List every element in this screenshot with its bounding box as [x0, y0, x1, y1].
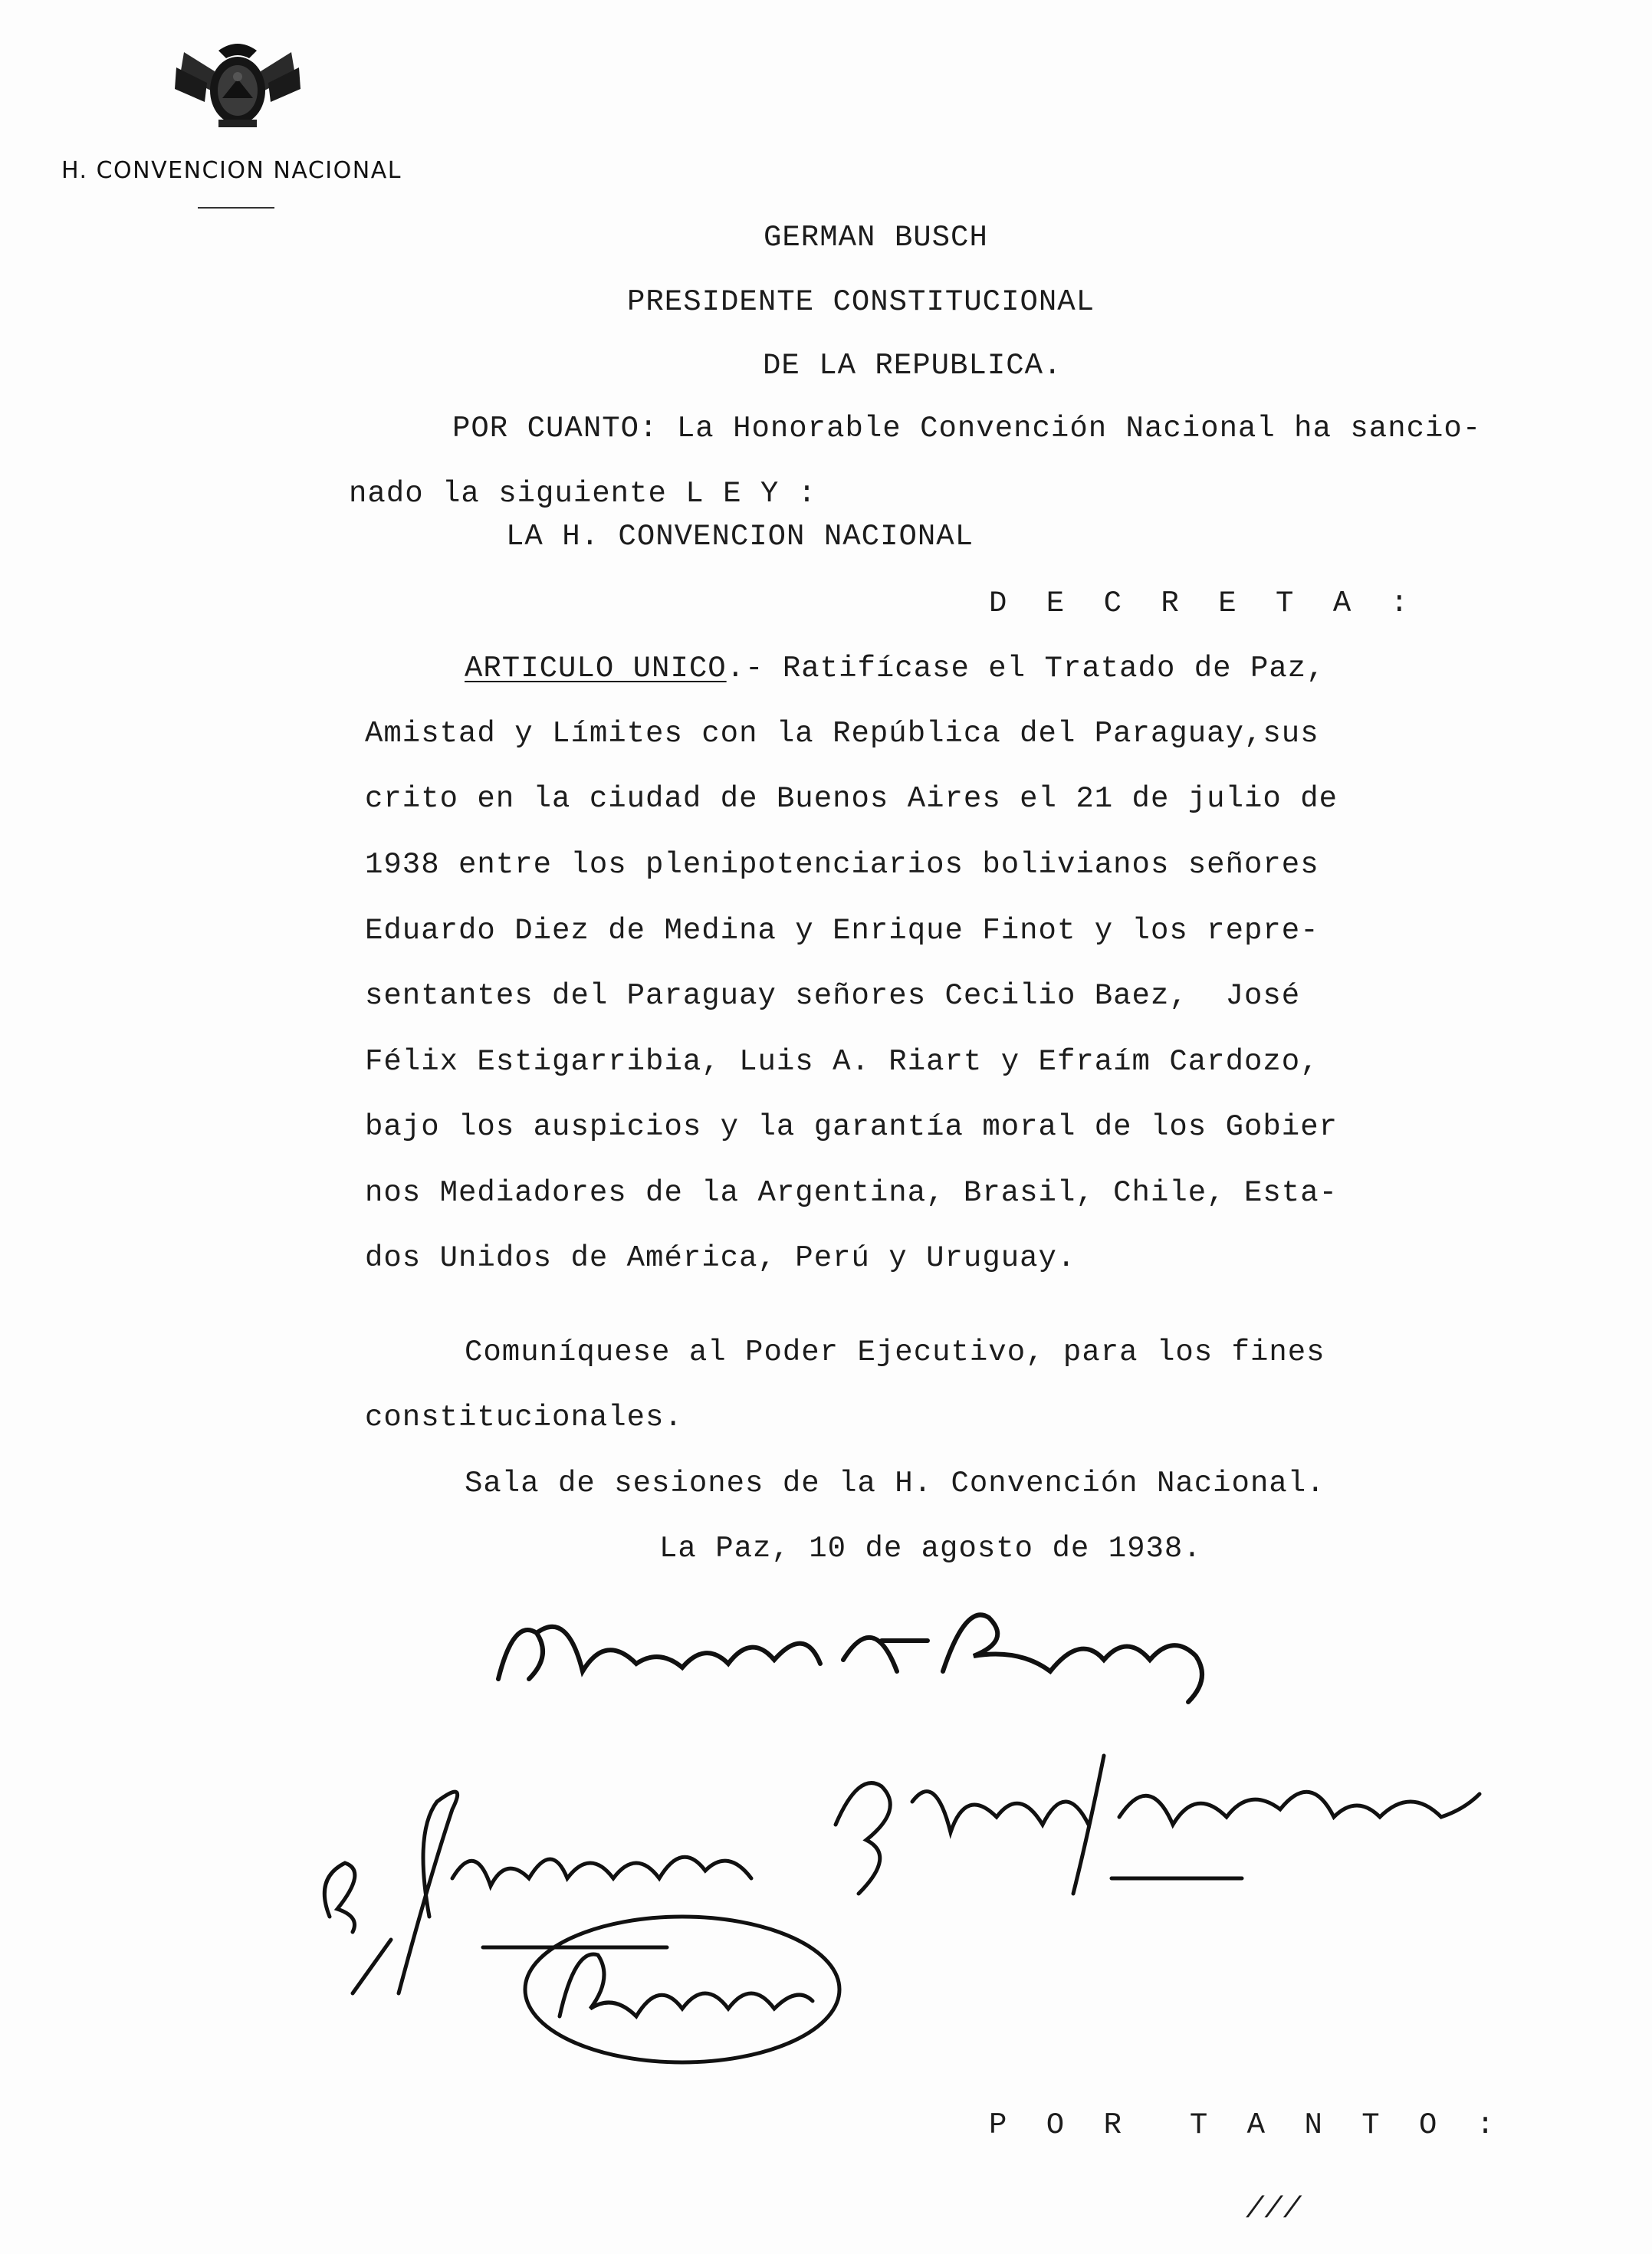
article-line-1-text: .- Ratifícase el Tratado de Paz, [726, 652, 1325, 685]
por-cuanto-label: POR CUANTO: [452, 412, 659, 445]
decree-heading: D E C R E T A : [989, 586, 1420, 620]
article-line-7: Félix Estigarribia, Luis A. Riart y Efraím Cardozo, [365, 1045, 1319, 1079]
preamble-line1 [452, 412, 1481, 445]
article-line-10: dos Unidos de América, Perú y Uruguay. [365, 1241, 1076, 1275]
preamble-line3: LA H. CONVENCION NACIONAL [506, 520, 974, 554]
coat-of-arms-icon [172, 37, 303, 136]
institution-letterhead: H. CONVENCION NACIONAL [61, 157, 402, 184]
signature-3 [813, 1740, 1503, 1940]
preamble-line2: nado la siguiente L E Y : [349, 477, 817, 511]
page-continuation-mark: /// [1246, 2193, 1302, 2226]
closing-line-2: constitucionales. [365, 1401, 683, 1434]
place-date: La Paz, 10 de agosto de 1938. [659, 1532, 1202, 1566]
closing-line-3: Sala de sesiones de la H. Convención Nacional. [465, 1467, 1325, 1500]
article-line-6: sentantes del Paraguay señores Cecilio Baez, José [365, 979, 1301, 1013]
president-title-line2: DE LA REPUBLICA. [763, 349, 1062, 383]
article-line-3: crito en la ciudad de Buenos Aires el 21 de julio de [365, 782, 1338, 816]
article-line-5: Eduardo Diez de Medina y Enrique Finot y los repre- [365, 914, 1319, 948]
president-title-line1: PRESIDENTE CONSTITUCIONAL [627, 285, 1095, 319]
preamble-line1-text: La Honorable Convención Nacional ha sancio- [658, 412, 1482, 445]
article-line-9: nos Mediadores de la Argentina, Brasil, Chile, Esta- [365, 1176, 1338, 1210]
article-line-4: 1938 entre los plenipotenciarios bolivianos señores [365, 848, 1319, 882]
por-tanto-label: P O R T A N T O : [989, 2108, 1506, 2142]
president-name: GERMAN BUSCH [764, 221, 988, 255]
article-line-1 [465, 652, 1325, 685]
article-line-8: bajo los auspicios y la garantía moral de los Gobier [365, 1110, 1338, 1144]
article-line-2: Amistad y Límites con la República del Paraguay,sus [365, 717, 1319, 751]
oval-signature-seal [514, 1901, 851, 2078]
letterhead-divider [198, 207, 274, 209]
signature-1 [483, 1587, 1234, 1710]
article-label: ARTICULO UNICO [465, 652, 727, 685]
closing-line-1: Comuníquese al Poder Ejecutivo, para los fines [465, 1336, 1325, 1369]
